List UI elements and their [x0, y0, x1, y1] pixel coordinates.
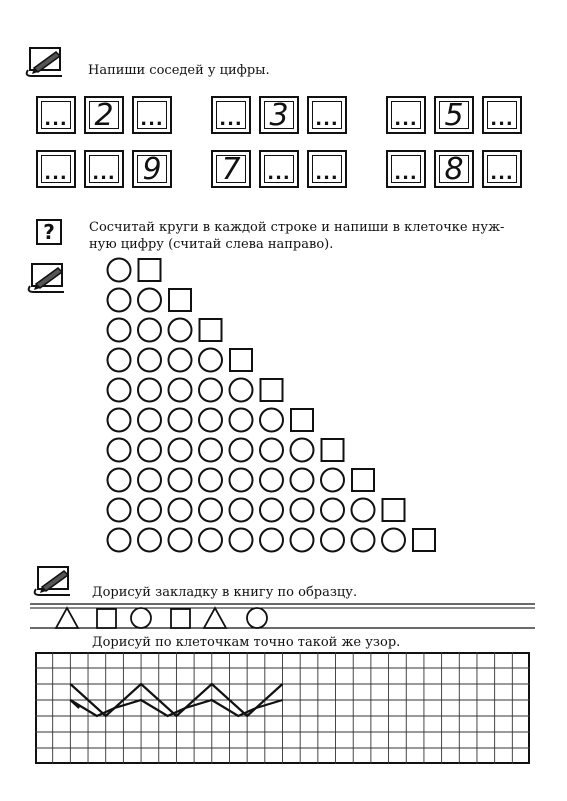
- circle: [169, 409, 192, 432]
- task4-instruction: Дорисуй по клеточкам точно такой же узор.: [92, 635, 401, 650]
- circles-staircase: [100, 255, 445, 560]
- blank-dots: ...: [267, 162, 291, 184]
- circle-shape: [131, 608, 151, 628]
- task2-instruction-line1: Сосчитай круги в каждой строке и напиши в клеточке нуж-: [89, 220, 505, 235]
- circle: [199, 529, 222, 552]
- circle: [108, 469, 131, 492]
- pencil-icon: [22, 44, 66, 78]
- digit-box: [132, 150, 172, 188]
- blank-dots: ...: [92, 162, 116, 184]
- blank-box[interactable]: [259, 150, 299, 188]
- circle: [169, 379, 192, 402]
- triangle-shape: [56, 608, 78, 628]
- circle: [138, 499, 161, 522]
- circle: [230, 529, 253, 552]
- circle: [199, 439, 222, 462]
- circle: [138, 529, 161, 552]
- square-shape: [171, 609, 190, 628]
- pattern-grid: [35, 652, 530, 764]
- blank-dots: ...: [490, 108, 514, 130]
- circle: [138, 469, 161, 492]
- task3-instruction: Дорисуй закладку в книгу по образцу.: [92, 585, 358, 600]
- circle: [199, 379, 222, 402]
- circle: [199, 409, 222, 432]
- answer-square[interactable]: [383, 499, 405, 521]
- circle: [108, 289, 131, 312]
- circle: [138, 319, 161, 342]
- blank-box[interactable]: [36, 150, 76, 188]
- circle: [352, 529, 375, 552]
- circle: [291, 529, 314, 552]
- answer-square[interactable]: [169, 289, 191, 311]
- blank-dots: ...: [140, 108, 164, 130]
- answer-square[interactable]: [230, 349, 252, 371]
- circle: [169, 469, 192, 492]
- digit-box: [259, 96, 299, 134]
- circle: [108, 409, 131, 432]
- circle: [260, 409, 283, 432]
- blank-box[interactable]: [482, 150, 522, 188]
- digit-box: [84, 96, 124, 134]
- blank-dots: ...: [219, 108, 243, 130]
- circle: [260, 529, 283, 552]
- blank-box[interactable]: [386, 150, 426, 188]
- circle: [108, 499, 131, 522]
- circle: [138, 289, 161, 312]
- circle: [321, 529, 344, 552]
- blank-box[interactable]: [386, 96, 426, 134]
- blank-box[interactable]: [211, 96, 251, 134]
- circle-shape: [247, 608, 267, 628]
- answer-square[interactable]: [322, 439, 344, 461]
- circle: [138, 439, 161, 462]
- circle: [138, 349, 161, 372]
- answer-square[interactable]: [291, 409, 313, 431]
- circle: [382, 529, 405, 552]
- pencil-icon: [24, 260, 68, 294]
- circle: [169, 439, 192, 462]
- digit-box: [434, 96, 474, 134]
- blank-box[interactable]: [307, 96, 347, 134]
- circle: [108, 379, 131, 402]
- circle: [260, 499, 283, 522]
- blank-dots: ...: [394, 108, 418, 130]
- circle: [230, 469, 253, 492]
- circle: [260, 439, 283, 462]
- circle: [108, 529, 131, 552]
- answer-square[interactable]: [261, 379, 283, 401]
- digit-box: [434, 150, 474, 188]
- circle: [230, 379, 253, 402]
- pencil-icon: [30, 563, 74, 597]
- circle: [108, 439, 131, 462]
- triangle-shape: [204, 608, 226, 628]
- circle: [199, 499, 222, 522]
- blank-dots: ...: [315, 162, 339, 184]
- circle: [321, 499, 344, 522]
- circle: [230, 499, 253, 522]
- blank-box[interactable]: [84, 150, 124, 188]
- answer-square[interactable]: [200, 319, 222, 341]
- circle: [138, 409, 161, 432]
- circle: [230, 439, 253, 462]
- digit: 8: [444, 151, 464, 187]
- circle: [199, 349, 222, 372]
- circle: [169, 349, 192, 372]
- square-shape: [97, 609, 116, 628]
- digit: 2: [94, 97, 114, 133]
- circle: [169, 529, 192, 552]
- circle: [230, 409, 253, 432]
- circle: [291, 439, 314, 462]
- circle: [260, 469, 283, 492]
- digit-box: [211, 150, 251, 188]
- bookmark-strip: [30, 598, 535, 634]
- circle: [108, 349, 131, 372]
- circle: [108, 259, 131, 282]
- circle: [291, 469, 314, 492]
- circle: [352, 499, 375, 522]
- blank-dots: ...: [490, 162, 514, 184]
- circle: [169, 499, 192, 522]
- blank-dots: ...: [44, 162, 68, 184]
- blank-dots: ...: [315, 108, 339, 130]
- circle: [138, 379, 161, 402]
- question-icon: ?: [36, 219, 62, 245]
- circle: [321, 469, 344, 492]
- circle: [169, 319, 192, 342]
- blank-box[interactable]: [307, 150, 347, 188]
- circle: [108, 319, 131, 342]
- blank-dots: ...: [394, 162, 418, 184]
- digit: 9: [142, 151, 162, 187]
- circle: [199, 469, 222, 492]
- answer-square[interactable]: [413, 529, 435, 551]
- digit: 7: [221, 151, 241, 187]
- task2-instruction-line2: ную цифру (считай слева направо).: [89, 237, 334, 252]
- digit: 5: [444, 97, 464, 133]
- answer-square[interactable]: [352, 469, 374, 491]
- blank-box[interactable]: [132, 96, 172, 134]
- blank-dots: ...: [44, 108, 68, 130]
- circle: [291, 499, 314, 522]
- blank-box[interactable]: [482, 96, 522, 134]
- digit: 3: [269, 97, 289, 133]
- task1-instruction: Напиши соседей у цифры.: [88, 63, 270, 78]
- blank-box[interactable]: [36, 96, 76, 134]
- answer-square[interactable]: [139, 259, 161, 281]
